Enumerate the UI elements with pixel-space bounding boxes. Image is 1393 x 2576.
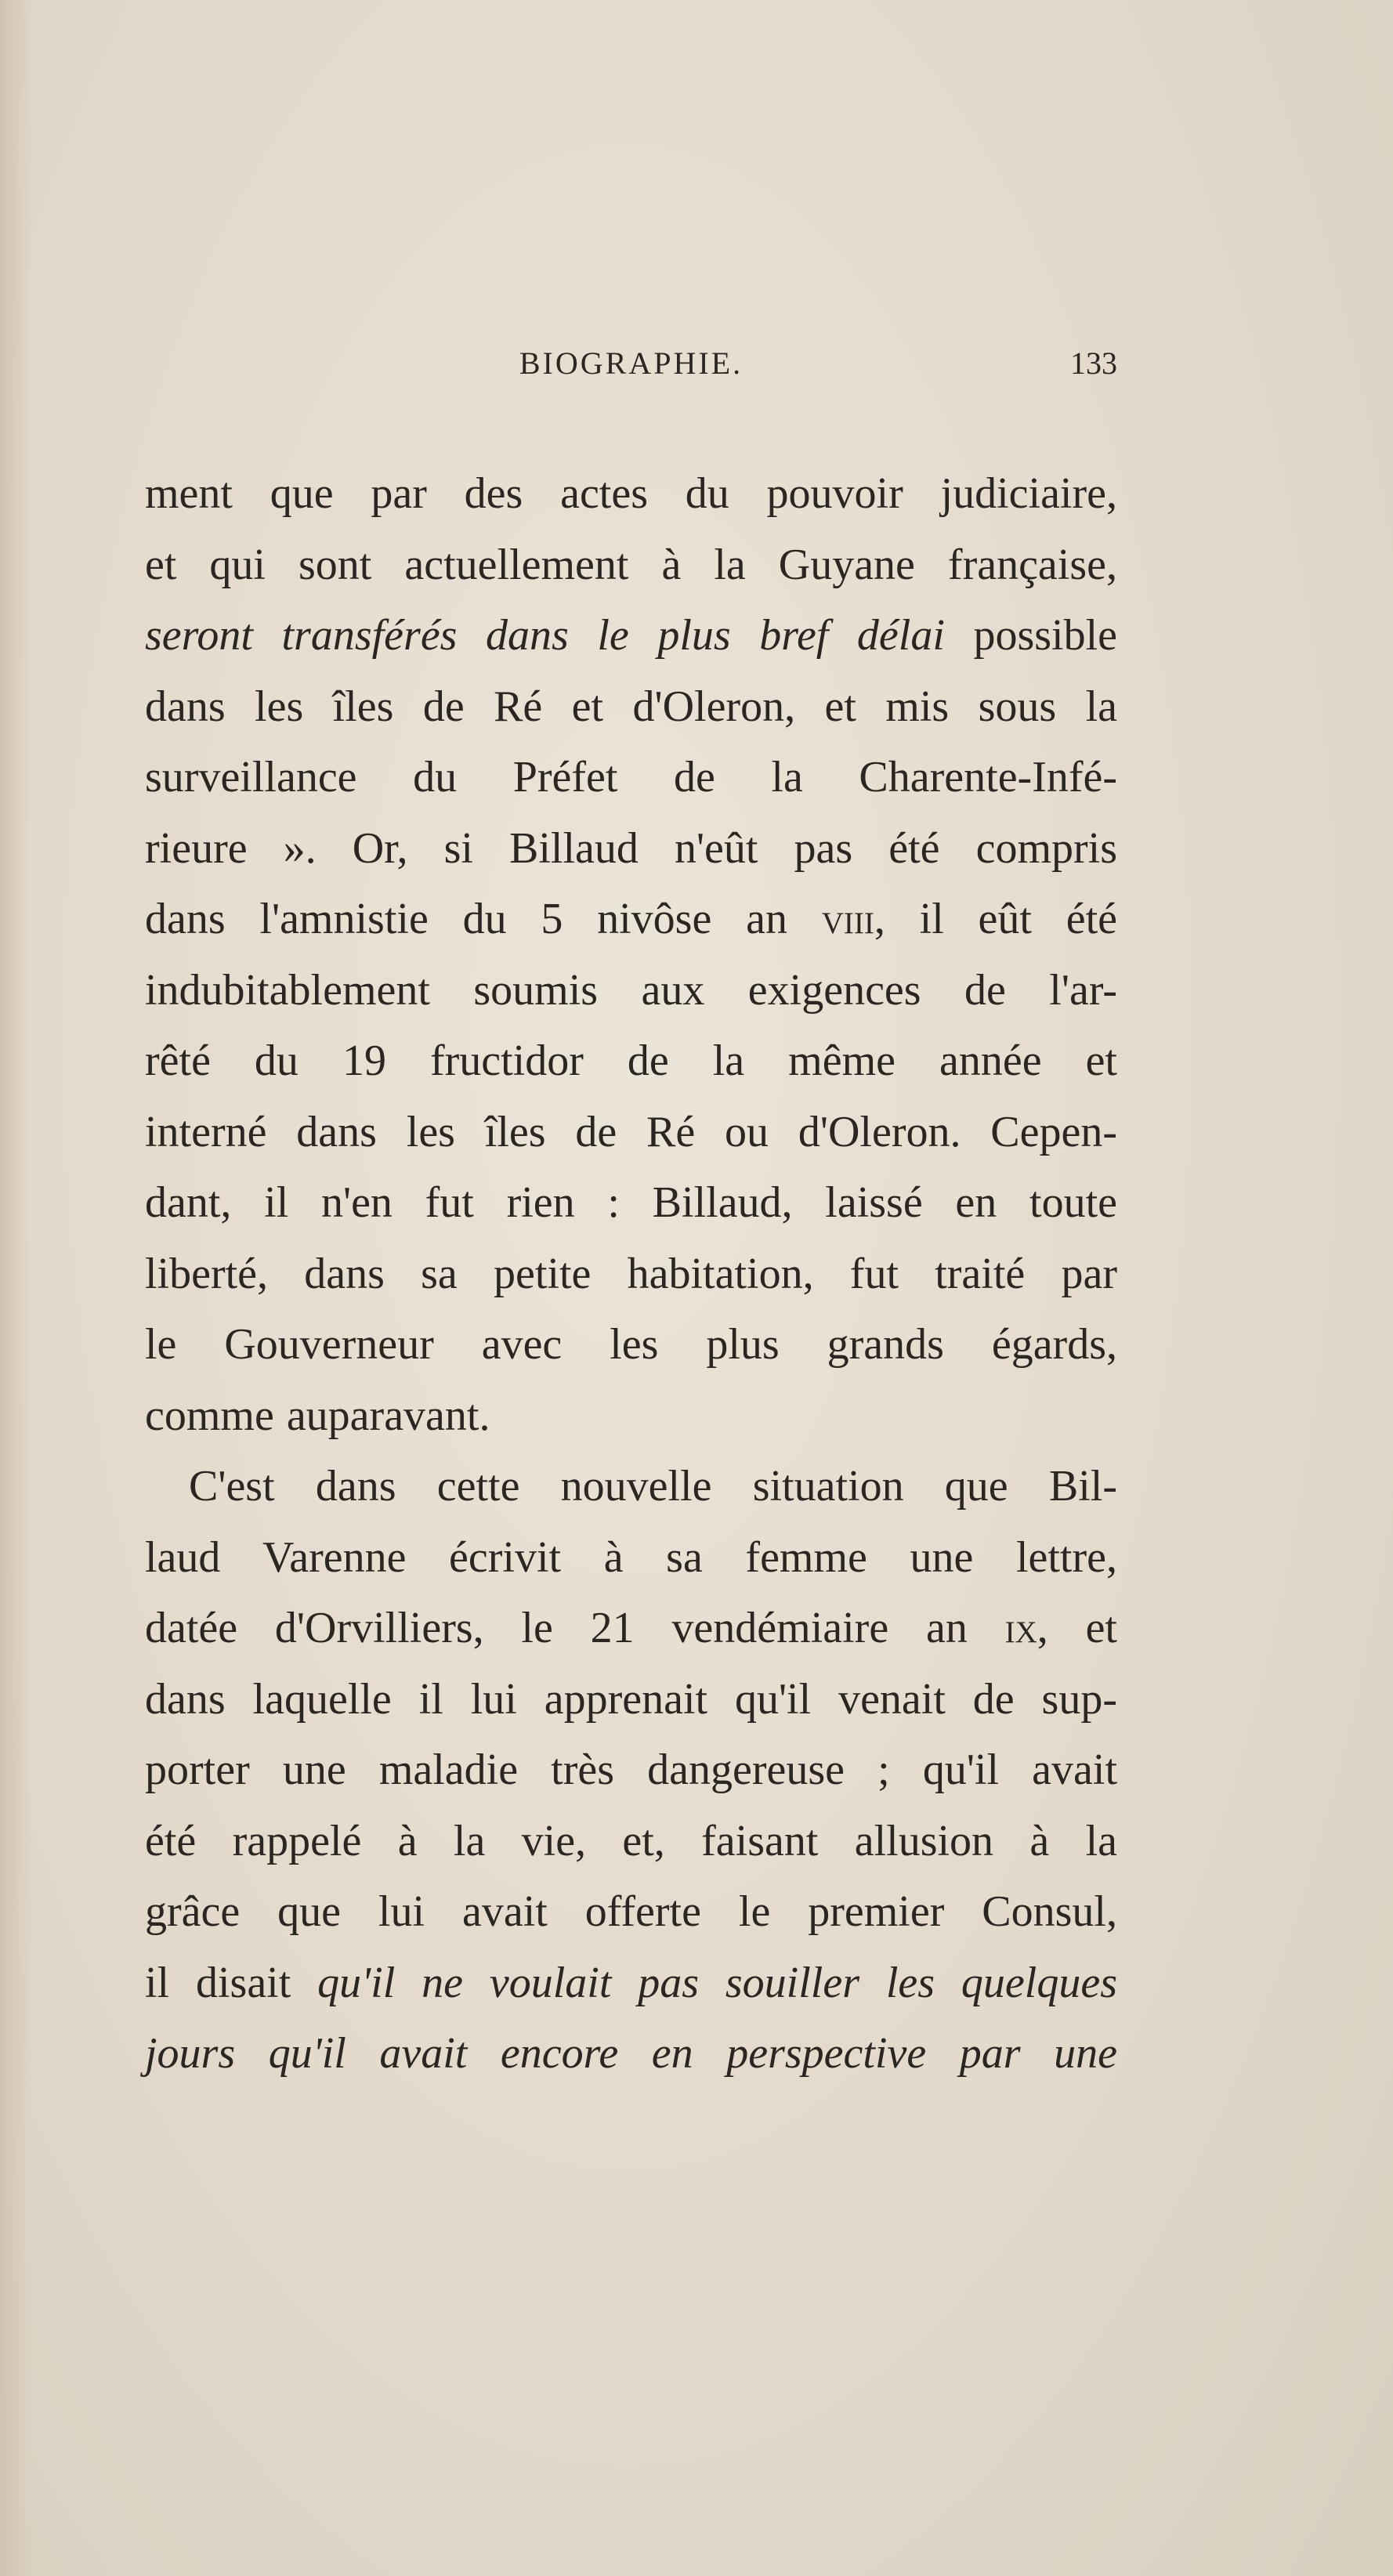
text-line xyxy=(145,1880,1117,1952)
text-line xyxy=(145,1668,1117,1739)
text-line xyxy=(145,888,1117,959)
running-title: BIOGRAPHIE. xyxy=(519,346,744,381)
text-line xyxy=(145,1810,1117,1881)
text-segment: interné dans les îles de Ré ou d'Oleron. Cepen- xyxy=(145,1107,1117,1156)
small-caps-segment: viii xyxy=(821,895,874,943)
text-segment: , il eût été xyxy=(874,895,1117,943)
text-segment: dans l'amnistie du 5 nivôse an xyxy=(145,895,822,943)
text-line xyxy=(145,675,1117,747)
text-segment: laud Varenne écrivit à sa femme une lettre, xyxy=(145,1532,1117,1582)
text-segment: dans les îles de Ré et d'Oleron, et mis sous la xyxy=(145,682,1117,731)
text-line xyxy=(145,1738,1117,1810)
text-segment: C'est dans cette nouvelle situation que Bil- xyxy=(189,1462,1117,1511)
text-line xyxy=(145,1597,1117,1668)
text-line xyxy=(145,817,1117,888)
text-segment: le Gouverneur avec les plus grands égards, xyxy=(145,1320,1117,1369)
running-header xyxy=(145,345,1117,392)
text-segment: indubitablement soumis aux exigences de l'ar- xyxy=(145,965,1117,1015)
page-body xyxy=(145,462,1117,2093)
text-segment: dant, il n'en fut rien : Billaud, laissé en toute xyxy=(145,1178,1117,1227)
text-segment: rieure ». Or, si Billaud n'eût pas été compris xyxy=(145,823,1117,873)
text-line xyxy=(145,2022,1117,2093)
text-segment: possible xyxy=(944,611,1117,660)
text-line xyxy=(145,1952,1117,2023)
text-segment: rêté du 19 fructidor de la même année et xyxy=(145,1037,1117,1085)
text-segment: ment que par des actes du pouvoir judiciaire, xyxy=(145,469,1117,518)
page-number: 133 xyxy=(1070,346,1117,381)
text-line xyxy=(145,1029,1117,1101)
text-segment: et qui sont actuellement à la Guyane française, xyxy=(145,540,1117,589)
text-line xyxy=(145,959,1117,1030)
text-line xyxy=(145,1384,1117,1456)
text-segment: porter une maladie très dangereuse ; qu'il avait xyxy=(145,1746,1117,1794)
text-line xyxy=(145,1455,1117,1526)
text-segment: liberté, dans sa petite habitation, fut traité par xyxy=(145,1249,1117,1298)
text-line xyxy=(145,1313,1117,1384)
text-line xyxy=(145,746,1117,817)
italic-segment: jours qu'il avait encore en perspective par une xyxy=(145,2029,1117,2078)
small-caps-segment: ix xyxy=(1004,1604,1037,1652)
text-line xyxy=(145,1243,1117,1314)
text-line xyxy=(145,604,1117,675)
text-segment: il disait xyxy=(145,1958,318,2007)
text-line xyxy=(145,1101,1117,1172)
page-edge-shadow xyxy=(0,0,31,2576)
text-line xyxy=(145,534,1117,605)
italic-segment: qu'il ne voulait pas souiller les quelques xyxy=(317,1958,1117,2007)
text-segment: datée d'Orvilliers, le 21 vendémiaire an xyxy=(145,1604,1005,1652)
text-segment: surveillance du Préfet de la Charente-Infé- xyxy=(145,753,1117,801)
text-line xyxy=(145,1526,1117,1597)
italic-segment: seront transférés dans le plus bref délai xyxy=(145,611,945,660)
text-segment: dans laquelle il lui apprenait qu'il venait de sup- xyxy=(145,1674,1117,1724)
text-segment: été rappelé à la vie, et, faisant allusion à la xyxy=(145,1816,1117,1865)
text-segment: , et xyxy=(1037,1604,1117,1652)
text-line xyxy=(145,1171,1117,1243)
text-segment: comme auparavant. xyxy=(145,1391,490,1440)
text-line xyxy=(145,462,1117,534)
text-segment: grâce que lui avait offerte le premier Consul, xyxy=(145,1887,1117,1936)
